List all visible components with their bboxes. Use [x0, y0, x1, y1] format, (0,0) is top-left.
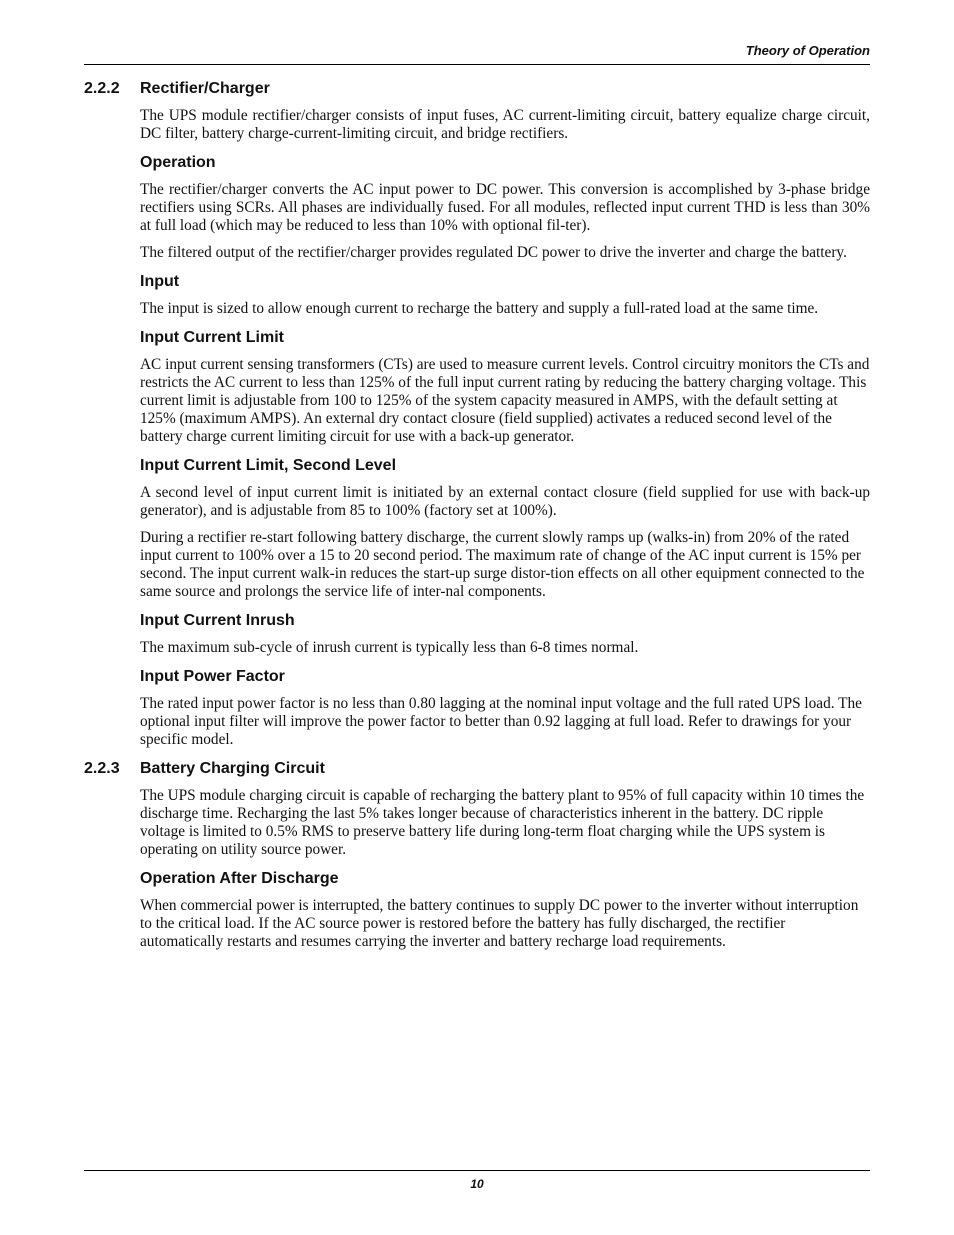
header-rule [84, 64, 870, 65]
page-number: 10 [470, 1177, 484, 1191]
section-number: 2.2.2 [84, 80, 120, 97]
section-title: Rectifier/Charger [140, 80, 270, 97]
paragraph-input-current-limit: AC input current sensing transformers (CTs) are used to measure current levels. Control circuitry monitors the CTs and restricts the AC current to less than 125% of the full input current rating by reducing the battery charging voltage. This current limit is adjustable from 100 to 125% of the system capacity measured in AMPS, with the default setting at 125% (maximum AMPS). An external dry contact closure (field supplied) activates a reduced second level of the battery charge current limiting circuit for use with a back-up generator. [140, 356, 870, 445]
paragraph-battery-charging: The UPS module charging circuit is capable of recharging the battery plant to 95% of full capacity within 10 times the discharge time. Recharging the last 5% takes longer because of characteristics inherent in the battery. DC ripple voltage is limited to 0.5% RMS to preserve battery life during long-term float charging while the UPS system is operating on utility source power. [140, 787, 865, 858]
paragraph-operation-1: The rectifier/charger converts the AC input power to DC power. This conversion is accomplished by 3-phase bridge rectifiers using SCRs. All phases are individually fused. For all modules, reflected input current THD is less than 30% at full load (which may be reduced to less than 10% with optional fil-ter). [140, 181, 870, 234]
paragraph-second-level-1: A second level of input current limit is initiated by an external contact closure (field supplied for use with back-up generator), and is adjustable from 85 to 100% (factory set at 100%). [140, 484, 870, 519]
footer-rule [84, 1170, 870, 1171]
subheading-input-current-inrush: Input Current Inrush [140, 612, 295, 629]
paragraph-after-discharge: When commercial power is interrupted, the battery continues to supply DC power to the inverter without interruption to the critical load. If the AC source power is restored before the battery has fully discharged, the rectifier automatically restarts and resumes carrying the inverter and battery recharge load requirements. [140, 897, 859, 950]
subheading-input-power-factor: Input Power Factor [140, 668, 285, 685]
section-title: Battery Charging Circuit [140, 760, 325, 777]
paragraph-rectifier-intro: The UPS module rectifier/charger consists of input fuses, AC current-limiting circuit, battery equalize charge circuit, DC filter, battery charge-current-limiting circuit, and bridge rectifiers. [140, 107, 870, 142]
paragraph-operation-2: The filtered output of the rectifier/charger provides regulated DC power to drive the inverter and charge the battery. [140, 244, 847, 261]
section-heading-battery-charging [84, 759, 870, 779]
subheading-operation-after-discharge: Operation After Discharge [140, 870, 339, 887]
section-heading-rectifier-charger [84, 79, 870, 99]
page-body [84, 79, 870, 951]
paragraph-power-factor: The rated input power factor is no less than 0.80 lagging at the nominal input voltage and the full rated UPS load. The optional input filter will improve the power factor to better than 0.92 lagging at full load. Refer to drawings for your specific model. [140, 695, 862, 748]
subheading-input-current-limit: Input Current Limit [140, 329, 284, 346]
paragraph-input: The input is sized to allow enough current to recharge the battery and supply a full-rated load at the same time. [140, 300, 819, 317]
paragraph-inrush: The maximum sub-cycle of inrush current is typically less than 6-8 times normal. [140, 639, 639, 656]
paragraph-second-level-2: During a rectifier re-start following battery discharge, the current slowly ramps up (walks-in) from 20% of the rated input current to 100% over a 15 to 20 second period. The maximum rate of change of the AC input current is 15% per second. The input current walk-in reduces the start-up surge distor-tion effects on all other equipment connected to the same source and prolongs the service life of inter-nal components. [140, 529, 865, 600]
subheading-input: Input [140, 273, 180, 290]
running-header-title: Theory of Operation [745, 43, 870, 58]
section-number: 2.2.3 [84, 760, 120, 777]
subheading-second-level: Input Current Limit, Second Level [140, 457, 397, 474]
subheading-operation: Operation [140, 154, 216, 171]
